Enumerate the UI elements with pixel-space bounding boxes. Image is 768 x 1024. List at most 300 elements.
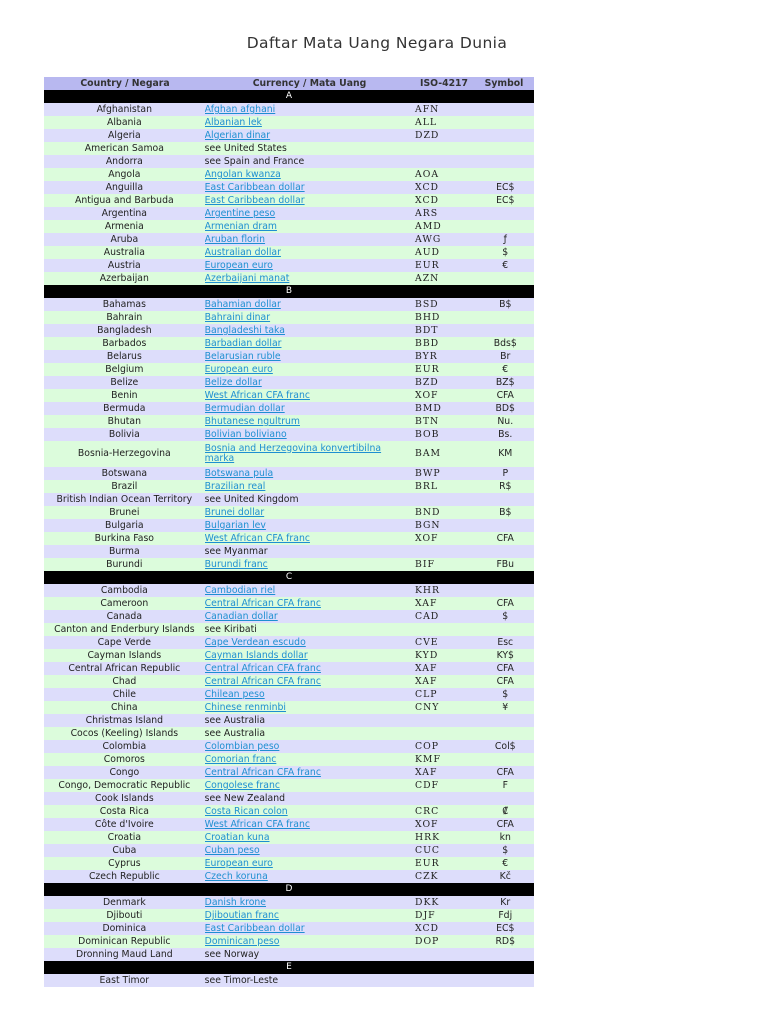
table-row (44, 506, 534, 519)
currency-cell (205, 610, 410, 623)
currency-cell (205, 688, 410, 701)
symbol-cell (476, 220, 534, 233)
country-cell: Bolivia (108, 429, 140, 440)
table-row (44, 116, 534, 129)
table-header-row (44, 77, 534, 90)
iso-code-cell (410, 545, 477, 558)
currency-link[interactable]: Algerian dinar (204, 130, 271, 141)
currency-link[interactable]: Bangladeshi taka (204, 325, 285, 336)
currency-link[interactable]: Bolivian boliviano (204, 429, 287, 440)
country-cell: Chile (112, 689, 136, 700)
table-row (44, 948, 534, 961)
table-row (44, 155, 534, 168)
table-row (44, 142, 534, 155)
country-cell: Cambodia (100, 585, 148, 596)
currency-link[interactable]: Afghan afghani (204, 104, 276, 115)
currency-cell (205, 922, 410, 935)
iso-code-cell: BIF (414, 559, 435, 570)
currency-cell (205, 116, 410, 129)
iso-code-cell: BMD (414, 403, 442, 414)
currency-link[interactable]: East Caribbean dollar (204, 182, 305, 193)
country-cell: Colombia (102, 741, 147, 752)
iso-code-cell: XAF (414, 663, 438, 674)
symbol-cell: EC$ (496, 182, 515, 193)
currency-reference: see New Zealand (204, 793, 286, 804)
country-cell: Anguilla (105, 182, 144, 193)
currency-link[interactable]: Angolan kwanza (204, 169, 281, 180)
currency-link[interactable]: Central African CFA franc (204, 663, 321, 674)
currency-cell (205, 662, 410, 675)
country-cell: Benin (111, 390, 138, 401)
symbol-cell (476, 727, 534, 740)
symbol-cell (476, 792, 534, 805)
symbol-cell: Fdj (498, 910, 513, 921)
iso-code-cell: BYR (414, 351, 438, 362)
table-row (44, 597, 534, 610)
iso-code-cell: CDF (414, 780, 440, 791)
country-cell: Dominican Republic (78, 936, 171, 947)
iso-code-cell: XAF (414, 676, 438, 687)
iso-code-cell: CRC (414, 806, 440, 817)
country-cell: Côte d'Ivoire (94, 819, 154, 830)
currency-link[interactable]: Bahraini dinar (204, 312, 271, 323)
country-cell: Czech Republic (88, 871, 160, 882)
iso-code-cell: BSD (414, 299, 439, 310)
table-row (44, 636, 534, 649)
iso-code-cell: XCD (414, 195, 440, 206)
currency-cell (205, 844, 410, 857)
currency-cell (205, 389, 410, 402)
country-cell: American Samoa (84, 143, 164, 154)
currency-cell (205, 311, 410, 324)
country-cell: Bermuda (103, 403, 146, 414)
symbol-cell: Bs. (498, 429, 513, 440)
currency-cell (205, 779, 410, 792)
iso-code-cell: BBD (414, 338, 440, 349)
table-row (44, 974, 534, 987)
currency-cell (205, 220, 410, 233)
symbol-cell: € (502, 364, 509, 375)
iso-code-cell (410, 155, 477, 168)
currency-reference: see United States (204, 143, 287, 154)
currency-link[interactable]: Danish krone (204, 897, 266, 908)
currency-cell (205, 324, 410, 337)
currency-cell (205, 441, 410, 467)
iso-code-cell: BGN (414, 520, 441, 531)
currency-cell (205, 415, 410, 428)
table-row (44, 194, 534, 207)
table-row (44, 844, 534, 857)
symbol-cell (476, 623, 534, 636)
country-cell: Djibouti (106, 910, 143, 921)
currency-link[interactable]: Central African CFA franc (204, 598, 321, 609)
symbol-cell: R$ (499, 481, 512, 492)
symbol-cell: $ (502, 689, 509, 700)
iso-code-cell: AUD (414, 247, 440, 258)
table-row (44, 376, 534, 389)
iso-code-cell: ARS (414, 208, 439, 219)
symbol-cell: CFA (496, 767, 514, 778)
symbol-cell: B$ (499, 299, 512, 310)
currency-cell (205, 402, 410, 415)
currency-cell (205, 480, 410, 493)
iso-code-cell (410, 142, 477, 155)
iso-code-cell: KHR (414, 585, 441, 596)
symbol-cell (476, 168, 534, 181)
currency-link[interactable]: European euro (204, 260, 273, 271)
currency-link[interactable]: European euro (204, 858, 273, 869)
table-row (44, 480, 534, 493)
currency-link[interactable]: Brazilian real (204, 481, 266, 492)
country-cell: Antigua and Barbuda (75, 195, 174, 206)
currency-link[interactable]: European euro (204, 364, 273, 375)
table-row (44, 688, 534, 701)
iso-code-cell (410, 493, 477, 506)
currency-cell (205, 818, 410, 831)
currency-link[interactable]: West African CFA franc (204, 819, 310, 830)
table-row (44, 818, 534, 831)
iso-code-cell: BRL (414, 481, 438, 492)
currency-cell (205, 558, 410, 571)
table-row (44, 298, 534, 311)
currency-cell (205, 636, 410, 649)
table-row (44, 805, 534, 818)
table-row (44, 337, 534, 350)
symbol-cell (476, 103, 534, 116)
table-row (44, 428, 534, 441)
country-cell: Cook Islands (94, 793, 154, 804)
iso-code-cell: XAF (414, 767, 438, 778)
iso-code-cell: CUC (414, 845, 441, 856)
table-row (44, 402, 534, 415)
country-cell: Cyprus (108, 858, 141, 869)
currency-cell (205, 142, 410, 155)
currency-link[interactable]: Armenian dram (204, 221, 277, 232)
country-cell: Australia (103, 247, 145, 258)
iso-code-cell: XCD (414, 923, 440, 934)
iso-code-cell (410, 974, 477, 987)
symbol-cell: BZ$ (495, 377, 515, 388)
table-row (44, 493, 534, 506)
symbol-cell (476, 116, 534, 129)
symbol-cell (476, 142, 534, 155)
currency-link[interactable]: Colombian peso (204, 741, 280, 752)
currency-cell (205, 246, 410, 259)
currency-link[interactable]: Cambodian riel (204, 585, 276, 596)
symbol-cell: € (502, 858, 509, 869)
currency-table (44, 77, 534, 987)
symbol-cell: Br (500, 351, 511, 362)
symbol-cell (476, 948, 534, 961)
symbol-cell: F (502, 780, 508, 791)
table-row (44, 363, 534, 376)
country-cell: Burundi (106, 559, 143, 570)
table-row (44, 233, 534, 246)
table-row (44, 870, 534, 883)
currency-link[interactable]: Cape Verdean escudo (204, 637, 306, 648)
currency-link[interactable]: Congolese franc (204, 780, 280, 791)
currency-link[interactable]: Burundi franc (204, 559, 268, 570)
iso-code-cell: XCD (414, 182, 440, 193)
currency-cell (205, 259, 410, 272)
iso-code-cell: KMF (414, 754, 441, 765)
currency-cell (205, 467, 410, 480)
table-row (44, 610, 534, 623)
symbol-cell (476, 493, 534, 506)
currency-link[interactable]: Czech koruna (204, 871, 268, 882)
iso-code-cell: BTN (414, 416, 440, 427)
currency-link[interactable]: Central African CFA franc (204, 676, 321, 687)
country-cell: Botswana (101, 468, 148, 479)
currency-cell (205, 727, 410, 740)
table-row (44, 935, 534, 948)
country-cell: Croatia (107, 832, 142, 843)
symbol-cell: RD$ (495, 936, 516, 947)
symbol-cell: CFA (496, 676, 514, 687)
country-cell: Bahamas (102, 299, 146, 310)
currency-cell (205, 896, 410, 909)
currency-cell (205, 337, 410, 350)
currency-link[interactable]: Argentine peso (204, 208, 276, 219)
symbol-cell (476, 207, 534, 220)
currency-link[interactable]: Bhutanese ngultrum (204, 416, 300, 427)
currency-link[interactable]: Chinese renminbi (204, 702, 287, 713)
section-header-c: C (44, 571, 534, 584)
currency-link[interactable]: Botswana pula (204, 468, 274, 479)
iso-code-cell: BDT (414, 325, 439, 336)
currency-cell (205, 272, 410, 285)
currency-cell (205, 623, 410, 636)
symbol-cell: CFA (496, 533, 514, 544)
currency-cell (205, 701, 410, 714)
currency-link[interactable]: Brunei dollar (204, 507, 265, 518)
table-row (44, 831, 534, 844)
iso-code-cell: XOF (414, 533, 439, 544)
symbol-cell: ¥ (502, 702, 509, 713)
iso-code-cell: AFN (414, 104, 440, 115)
table-row (44, 623, 534, 636)
iso-code-cell: EUR (414, 858, 440, 869)
currency-cell (205, 298, 410, 311)
currency-link[interactable]: Comorian franc (204, 754, 277, 765)
section-header-e: E (44, 961, 534, 974)
table-row (44, 389, 534, 402)
table-row (44, 103, 534, 116)
table-row (44, 246, 534, 259)
iso-code-cell: AWG (414, 234, 442, 245)
currency-cell (205, 181, 410, 194)
currency-cell (205, 805, 410, 818)
country-cell: Chad (112, 676, 137, 687)
currency-cell (205, 792, 410, 805)
table-row (44, 168, 534, 181)
symbol-cell: EC$ (496, 195, 515, 206)
country-cell: Burma (108, 546, 140, 557)
symbol-cell: CFA (496, 390, 514, 401)
currency-link[interactable]: Belize dollar (204, 377, 262, 388)
currency-link[interactable]: West African CFA franc (204, 390, 310, 401)
currency-link[interactable]: Canadian dollar (204, 611, 278, 622)
table-row (44, 922, 534, 935)
currency-cell (205, 506, 410, 519)
currency-link[interactable]: Bosnia and Herzegovina konvertibilna marka (204, 442, 382, 464)
iso-code-cell: AOA (414, 169, 440, 180)
country-cell: Azerbaijan (99, 273, 149, 284)
country-cell: Bhutan (107, 416, 142, 427)
symbol-cell (476, 155, 534, 168)
table-row (44, 545, 534, 558)
symbol-cell (476, 974, 534, 987)
symbol-cell: CFA (496, 598, 514, 609)
header-country: Country / Negara (80, 78, 170, 89)
currency-link[interactable]: Cuban peso (204, 845, 260, 856)
currency-reference: see Spain and France (204, 156, 305, 167)
country-cell: Algeria (108, 130, 141, 141)
iso-code-cell: BAM (414, 447, 442, 459)
currency-cell (205, 597, 410, 610)
currency-cell (205, 974, 410, 987)
table-row (44, 311, 534, 324)
currency-link[interactable]: Belarusian ruble (204, 351, 281, 362)
currency-link[interactable]: Djiboutian franc (204, 910, 280, 921)
currency-cell (205, 155, 410, 168)
country-cell: British Indian Ocean Territory (56, 494, 193, 505)
currency-cell (205, 870, 410, 883)
country-cell: Argentina (101, 208, 148, 219)
country-cell: Albania (106, 117, 142, 128)
symbol-cell: kn (499, 832, 511, 843)
iso-code-cell: CNY (414, 702, 440, 713)
currency-cell (205, 129, 410, 142)
currency-link[interactable]: Croatian kuna (204, 832, 270, 843)
table-row (44, 649, 534, 662)
header-currency: Currency / Mata Uang (252, 78, 367, 89)
country-cell: Andorra (105, 156, 143, 167)
symbol-cell: Kč (499, 871, 511, 882)
currency-link[interactable]: West African CFA franc (204, 533, 310, 544)
symbol-cell: € (502, 260, 509, 271)
iso-code-cell: DJF (414, 910, 436, 921)
symbol-cell: EC$ (496, 923, 515, 934)
section-header-b: B (44, 285, 534, 298)
iso-code-cell: CLP (414, 689, 438, 700)
currency-link[interactable]: Bulgarian lev (204, 520, 266, 531)
currency-cell (205, 428, 410, 441)
symbol-cell (476, 753, 534, 766)
country-cell: Comoros (103, 754, 145, 765)
country-cell: Belarus (106, 351, 142, 362)
symbol-cell: $ (502, 845, 509, 856)
iso-code-cell: DOP (414, 936, 440, 947)
section-header-a: A (44, 90, 534, 103)
currency-cell (205, 948, 410, 961)
currency-link[interactable]: Bahamian dollar (204, 299, 281, 310)
currency-cell (205, 493, 410, 506)
table-row (44, 896, 534, 909)
iso-code-cell: COP (414, 741, 439, 752)
iso-code-cell: AMD (414, 221, 442, 232)
table-row (44, 129, 534, 142)
iso-code-cell: BND (414, 507, 441, 518)
currency-cell (205, 194, 410, 207)
table-row (44, 740, 534, 753)
section-header-d: D (44, 883, 534, 896)
currency-cell (205, 909, 410, 922)
symbol-cell (476, 584, 534, 597)
table-row (44, 324, 534, 337)
symbol-cell (476, 519, 534, 532)
currency-cell (205, 233, 410, 246)
table-row (44, 467, 534, 480)
table-row (44, 181, 534, 194)
iso-code-cell: XOF (414, 819, 439, 830)
iso-code-cell: BWP (414, 468, 441, 479)
currency-reference: see United Kingdom (204, 494, 299, 505)
symbol-cell: Bds$ (493, 338, 517, 349)
table-row (44, 766, 534, 779)
symbol-cell: BD$ (495, 403, 515, 414)
country-cell: Cuba (112, 845, 137, 856)
country-cell: Bosnia-Herzegovina (77, 447, 171, 459)
country-cell: Canton and Enderbury Islands (54, 624, 195, 635)
country-cell: Central African Republic (68, 663, 181, 674)
currency-link[interactable]: Barbadian dollar (204, 338, 282, 349)
symbol-cell: P (502, 468, 509, 479)
table-row (44, 441, 534, 467)
iso-code-cell: HRK (414, 832, 441, 843)
symbol-cell: CFA (496, 819, 514, 830)
iso-code-cell: ALL (414, 117, 438, 128)
symbol-cell (476, 324, 534, 337)
symbol-cell: Col$ (494, 741, 516, 752)
currency-reference: see Norway (204, 949, 260, 960)
currency-link[interactable]: Costa Rican colon (204, 806, 288, 817)
currency-link[interactable]: Albanian lek (204, 117, 262, 128)
currency-link[interactable]: Cayman Islands dollar (204, 650, 308, 661)
iso-code-cell (410, 948, 477, 961)
currency-link[interactable]: East Caribbean dollar (204, 923, 305, 934)
country-cell: Cameroon (100, 598, 149, 609)
currency-link[interactable]: Azerbaijani manat (204, 273, 290, 284)
table-row (44, 220, 534, 233)
currency-link[interactable]: Aruban florin (204, 234, 266, 245)
currency-cell (205, 545, 410, 558)
table-row (44, 519, 534, 532)
currency-cell (205, 935, 410, 948)
country-cell: Cape Verde (97, 637, 152, 648)
currency-link[interactable]: East Caribbean dollar (204, 195, 305, 206)
iso-code-cell: KYD (414, 650, 439, 661)
iso-code-cell: DKK (414, 897, 440, 908)
currency-link[interactable]: Chilean peso (204, 689, 265, 700)
symbol-cell: Nu. (497, 416, 514, 427)
currency-cell (205, 766, 410, 779)
currency-reference: see Australia (204, 715, 266, 726)
symbol-cell (476, 272, 534, 285)
iso-code-cell (410, 623, 477, 636)
currency-reference: see Timor-Leste (204, 975, 279, 986)
currency-link[interactable]: Dominican peso (204, 936, 280, 947)
currency-link[interactable]: Bermudian dollar (204, 403, 285, 414)
iso-code-cell: AZN (414, 273, 440, 284)
iso-code-cell: CAD (414, 611, 440, 622)
symbol-cell: $ (502, 247, 509, 258)
currency-cell (205, 675, 410, 688)
table-row (44, 532, 534, 545)
currency-link[interactable]: Central African CFA franc (204, 767, 321, 778)
currency-link[interactable]: Australian dollar (204, 247, 281, 258)
symbol-cell: ₡ (502, 806, 509, 817)
